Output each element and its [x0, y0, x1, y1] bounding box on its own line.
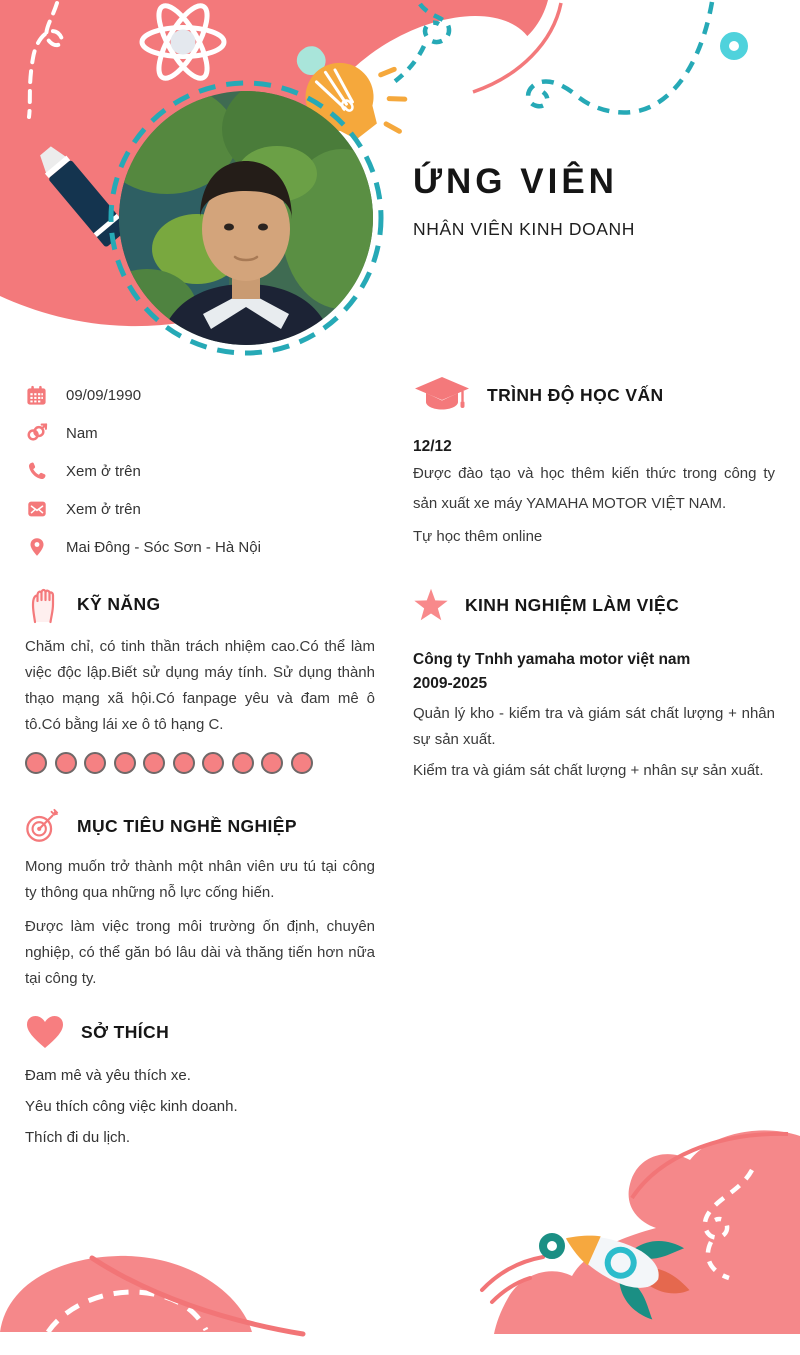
education-degree: 12/12 — [413, 438, 452, 455]
cyan-donut — [725, 37, 744, 56]
experience-period: 2009-2025 — [413, 675, 488, 692]
personal-info-list — [25, 376, 375, 566]
rating-dot — [114, 752, 136, 774]
address-value: Mai Đông - Sóc Sơn - Hà Nội — [66, 538, 261, 556]
phone-value: Xem ở trên — [66, 462, 141, 480]
hobby-line: Yêu thích công việc kinh doanh. — [25, 1098, 238, 1115]
skills-title: KỸ NĂNG — [77, 593, 161, 614]
info-row-address — [25, 528, 375, 566]
experience-title: KINH NGHIỆM LÀM VIỆC — [465, 594, 680, 615]
graduation-cap-icon — [413, 376, 471, 414]
rating-dot — [25, 752, 47, 774]
experience-paragraph: Kiểm tra và giám sát chất lượng + nhân sự sản xuất. — [413, 762, 764, 779]
info-row-birthday — [25, 376, 375, 414]
rating-dot — [173, 752, 195, 774]
rating-dot — [143, 752, 165, 774]
phone-icon — [25, 460, 48, 483]
gender-value: Nam — [66, 424, 98, 442]
objective-paragraph: Mong muốn trở thành một nhân viên ưu tú tại công ty thông qua những nỗ lực cống hiến. — [25, 858, 375, 901]
bottom-right-cloud — [494, 1130, 800, 1334]
rating-dot — [232, 752, 254, 774]
target-icon — [25, 808, 61, 844]
job-title: NHÂN VIÊN KINH DOANH — [413, 219, 636, 239]
teal-donut — [543, 1237, 561, 1255]
fist-icon — [25, 584, 61, 624]
education-paragraph: Tự học thêm online — [413, 528, 543, 545]
hobby-line: Thích đi du lịch. — [25, 1129, 131, 1146]
email-value: Xem ở trên — [66, 500, 141, 518]
section-objective — [25, 808, 375, 992]
rating-dot — [291, 752, 313, 774]
education-title: TRÌNH ĐỘ HỌC VẤN — [487, 384, 664, 405]
experience-paragraph: Quản lý kho - kiểm tra và giám sát chất lượng + nhân sự sản xuất. — [413, 705, 775, 748]
section-education — [413, 376, 775, 552]
info-row-gender — [25, 414, 375, 452]
gender-icon — [25, 422, 48, 445]
left-column — [25, 376, 375, 1153]
objective-title: MỤC TIÊU NGHỀ NGHIỆP — [77, 815, 297, 836]
info-row-phone — [25, 452, 375, 490]
experience-company: Công ty Tnhh yamaha motor việt nam — [413, 651, 691, 668]
photo-image — [107, 79, 385, 357]
star-icon — [413, 586, 449, 624]
heart-icon — [25, 1014, 65, 1050]
rating-dot — [55, 752, 77, 774]
birthday-value: 09/09/1990 — [66, 386, 142, 404]
rating-dot — [202, 752, 224, 774]
location-icon — [25, 536, 48, 559]
rating-dot — [261, 752, 283, 774]
section-skills — [25, 584, 375, 774]
hobbies-title: SỞ THÍCH — [81, 1021, 170, 1042]
info-row-email — [25, 490, 375, 528]
section-experience — [413, 586, 775, 784]
skills-rating — [25, 752, 375, 774]
mail-icon — [25, 498, 48, 521]
education-paragraph: Được đào tạo và học thêm kiến thức trong công ty sản xuất xe máy YAMAHA MOTOR VIỆT NAM. — [413, 465, 775, 512]
calendar-icon — [25, 384, 48, 407]
skills-body: Chăm chỉ, có tinh thần trách nhiệm cao.Có thể làm việc độc lập.Biết sử dụng máy tính. Sử dụng thành thạo mạng xã hội.Có fanpage yêu và đam mê ô tô.Có bằng lái xe ô tô hạng C. — [25, 638, 375, 733]
candidate-name: ỨNG VIÊN — [413, 162, 618, 201]
objective-paragraph: Được làm việc trong môi trường ốn định, chuyên nghiệp, có thể găn bó lâu dài và thăng tiến hơn nữa tại công ty. — [25, 918, 375, 987]
hobby-line: Đam mê và yêu thích xe. — [25, 1067, 191, 1084]
section-hobbies — [25, 1014, 375, 1153]
rating-dot — [84, 752, 106, 774]
profile-photo — [107, 79, 385, 357]
right-column — [413, 376, 775, 1153]
